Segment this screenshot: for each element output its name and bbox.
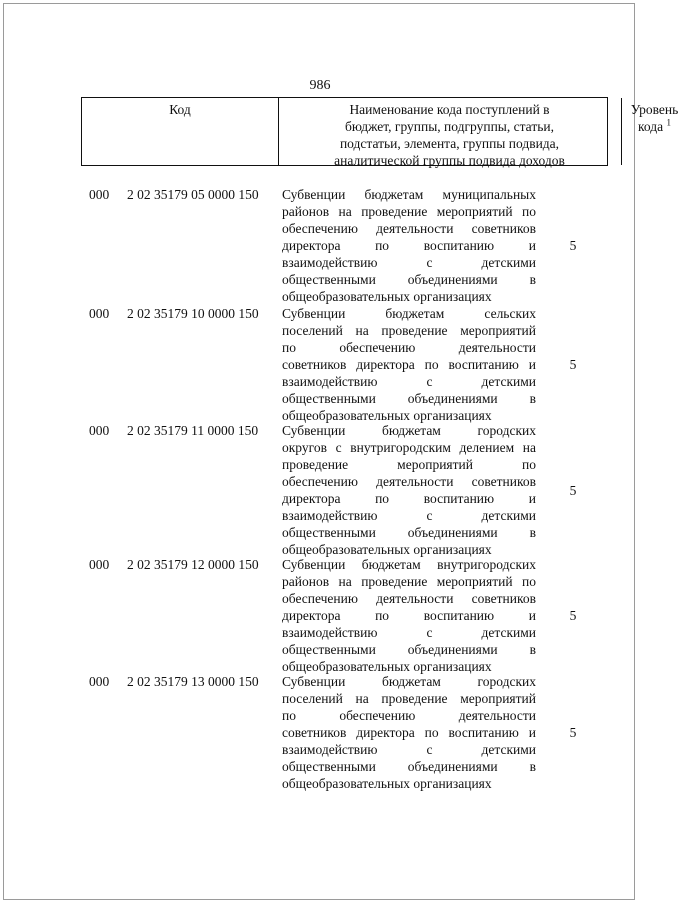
row-income-code: 2 02 35179 10 0000 150: [127, 306, 259, 321]
row-admin-code: 000: [89, 306, 110, 321]
row-description-line: обеспечению деятельности советников: [282, 591, 536, 606]
row-description-line: общеобразовательных организациях: [282, 408, 492, 423]
page-number: 986: [309, 78, 331, 93]
row-description: [282, 305, 536, 424]
row-description-line: по обеспечению деятельности: [282, 708, 536, 723]
row-description: [282, 186, 536, 305]
row-admin-code: 000: [89, 557, 110, 572]
header-name-line: подстатьи, элемента, группы подвида,: [339, 136, 560, 151]
header-level-kod: кода: [638, 119, 664, 134]
header-level-line1: Уровень: [630, 102, 679, 117]
row-level: 5: [569, 357, 577, 372]
row-description-line: общественными объединениями в: [282, 642, 536, 657]
row-description-line: обеспечению деятельности советников: [282, 474, 536, 489]
row-description-line: Субвенции бюджетам городских: [282, 423, 536, 438]
row-description-line: общеобразовательных организациях: [282, 776, 492, 791]
row-description-line: взаимодействию с детскими: [282, 742, 536, 757]
row-description-line: Субвенции бюджетам муниципальных: [282, 187, 536, 202]
row-description-line: поселений на проведение мероприятий: [282, 323, 536, 338]
row-description-line: общеобразовательных организациях: [282, 659, 492, 674]
row-description-line: директора по воспитанию и: [282, 238, 536, 253]
row-description-line: общеобразовательных организациях: [282, 289, 492, 304]
header-name-line: аналитической группы подвида доходов: [334, 153, 565, 168]
row-description-line: советников директора по воспитанию и: [282, 725, 536, 740]
row-description-line: взаимодействию с детскими: [282, 374, 536, 389]
row-description-line: Субвенции бюджетам сельских: [282, 306, 536, 321]
row-description: [282, 556, 536, 675]
row-description-line: округов с внутригородским делением на: [282, 440, 536, 455]
row-description-line: по обеспечению деятельности: [282, 340, 536, 355]
row-description-line: директора по воспитанию и: [282, 491, 536, 506]
row-description-line: взаимодействию с детскими: [282, 508, 536, 523]
row-income-code: 2 02 35179 12 0000 150: [127, 557, 259, 572]
row-admin-code: 000: [89, 187, 110, 202]
row-admin-code: 000: [89, 423, 110, 438]
row-description-line: общественными объединениями в: [282, 391, 536, 406]
header-level-line2: [621, 118, 688, 135]
row-level: 5: [569, 725, 577, 740]
row-description-line: взаимодействию с детскими: [282, 255, 536, 270]
row-description: [282, 422, 536, 558]
row-description-line: общеобразовательных организациях: [282, 542, 492, 557]
row-description-line: районов на проведение мероприятий по: [282, 204, 536, 219]
row-description-line: общественными объединениями в: [282, 525, 536, 540]
row-income-code: 2 02 35179 05 0000 150: [127, 187, 259, 202]
header-level-footnote: 1: [666, 117, 671, 128]
row-description: [282, 673, 536, 792]
row-description-line: Субвенции бюджетам внутригородских: [282, 557, 536, 572]
row-description-line: общественными объединениями в: [282, 759, 536, 774]
row-level: 5: [569, 238, 577, 253]
row-description-line: общественными объединениями в: [282, 272, 536, 287]
row-description-line: проведение мероприятий по: [282, 457, 536, 472]
row-admin-code: 000: [89, 674, 110, 689]
header-name-cell: [278, 98, 622, 168]
table-header: [81, 97, 679, 168]
row-description-line: Субвенции бюджетам городских: [282, 674, 536, 689]
row-description-line: директора по воспитанию и: [282, 608, 536, 623]
header-code-label: Код: [169, 102, 191, 117]
row-description-line: взаимодействию с детскими: [282, 625, 536, 640]
header-level-cell: [621, 98, 688, 165]
row-income-code: 2 02 35179 13 0000 150: [127, 674, 259, 689]
row-description-line: советников директора по воспитанию и: [282, 357, 536, 372]
row-level: 5: [569, 608, 577, 623]
header-code-cell: [82, 98, 279, 165]
row-description-line: поселений на проведение мероприятий: [282, 691, 536, 706]
header-name-line: бюджет, группы, подгруппы, статьи,: [345, 119, 554, 134]
row-description-line: районов на проведение мероприятий по: [282, 574, 536, 589]
row-income-code: 2 02 35179 11 0000 150: [127, 423, 259, 438]
row-description-line: обеспечению деятельности советников: [282, 221, 536, 236]
header-name-line: Наименование кода поступлений в: [349, 102, 550, 117]
row-level: 5: [569, 483, 577, 498]
